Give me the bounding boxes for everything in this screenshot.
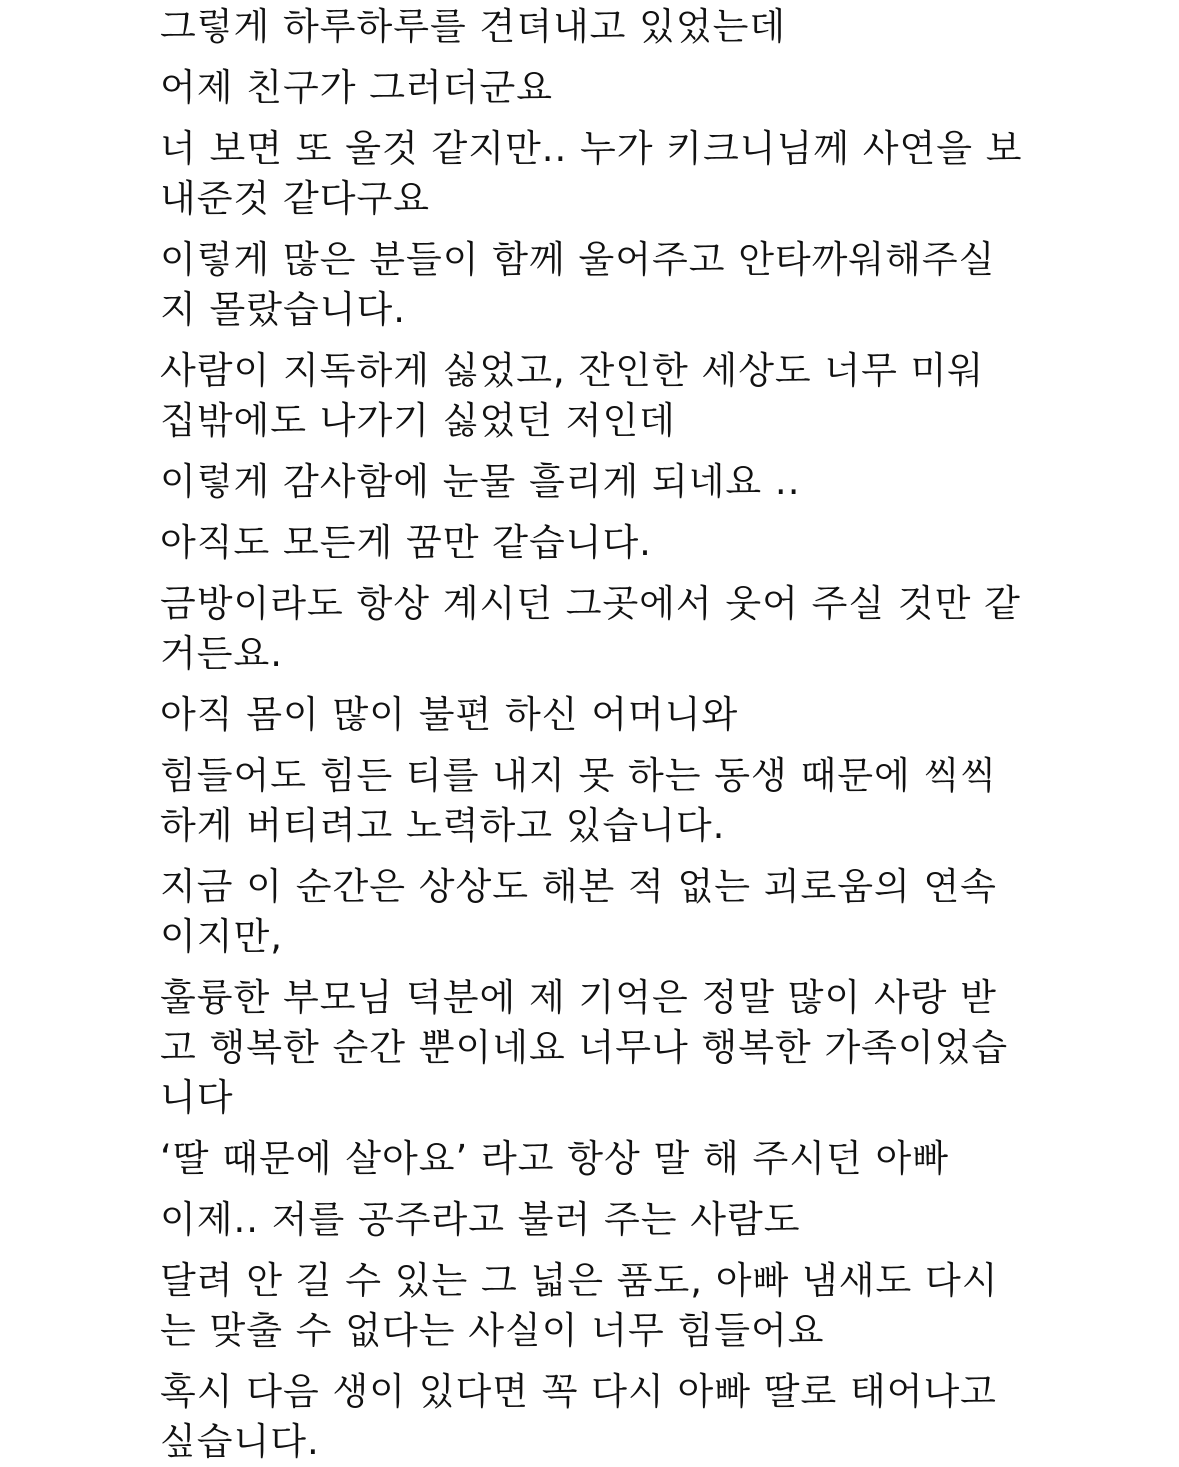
text-line: ‘딸 때문에 살아요’ 라고 항상 말 해 주시던 아빠 (160, 1137, 949, 1180)
paragraph (160, 1256, 1020, 1356)
text-line: 그렇게 하루하루를 견뎌내고 있었는데 (160, 5, 787, 48)
text-line: 달려 안 길 수 있는 그 넓은 품도, 아빠 냄새도 다시 (160, 1259, 999, 1302)
text-line: 훌륭한 부모님 덕분에 제 기억은 정말 많이 사랑 받 (160, 976, 997, 1019)
paragraph (160, 124, 1023, 224)
text-line: 너 보면 또 울것 같지만.. 누가 키크니님께 사연을 보 (160, 127, 1023, 170)
text-line: 는 맞출 수 없다는 사실이 너무 힘들어요 (160, 1309, 825, 1352)
text-line: 거든요. (160, 632, 283, 675)
paragraph (160, 1367, 1020, 1467)
text-line: 고 행복한 순간 뿐이네요 너무나 행복한 가족이었습 (160, 1026, 1009, 1069)
text-line: 사람이 지독하게 싫었고, 잔인한 세상도 너무 미워 (160, 349, 985, 392)
text-line: 니다 (160, 1076, 234, 1119)
text-line: 지 몰랐습니다. (160, 288, 406, 331)
paragraph (160, 235, 1020, 335)
text-line: 지금 이 순간은 상상도 해본 적 없는 괴로움의 연속 (160, 865, 997, 908)
paragraph (160, 2, 1020, 52)
paragraph (160, 518, 1020, 568)
paragraph (160, 973, 1020, 1123)
text-line: 이지만, (160, 915, 283, 958)
paragraph (160, 346, 1020, 446)
paragraph (160, 1134, 1020, 1184)
text-line: 이렇게 감사함에 눈물 흘리게 되네요 .. (160, 460, 801, 503)
text-line: 집밖에도 나가기 싫었던 저인데 (160, 399, 676, 442)
text-line: 금방이라도 항상 계시던 그곳에서 웃어 주실 것만 같 (160, 582, 1021, 625)
text-line: 내준것 같다구요 (160, 177, 430, 220)
text-line: 이렇게 많은 분들이 함께 울어주고 안타까워해주실 (160, 238, 996, 281)
text-line: 싶습니다. (160, 1420, 320, 1463)
text-line: 아직도 모든게 꿈만 같습니다. (160, 521, 652, 564)
paragraph (160, 690, 1020, 740)
text-line: 혹시 다음 생이 있다면 꼭 다시 아빠 딸로 태어나고 (160, 1370, 997, 1413)
text-line: 이제.. 저를 공주라고 불러 주는 사람도 (160, 1198, 801, 1241)
paragraph (160, 862, 1020, 962)
text-line: 아직 몸이 많이 불편 하신 어머니와 (160, 693, 739, 736)
text-line: 힘들어도 힘든 티를 내지 못 하는 동생 때문에 씩씩 (160, 754, 997, 797)
text-line: 어제 친구가 그러더군요 (160, 66, 553, 109)
paragraph (160, 1195, 1020, 1245)
paragraph (160, 751, 1020, 851)
letter-text (160, 0, 1023, 1467)
text-line: 하게 버티려고 노력하고 있습니다. (160, 804, 726, 847)
paragraph (160, 457, 1020, 507)
paragraph (160, 63, 1020, 113)
paragraph (160, 579, 1020, 679)
